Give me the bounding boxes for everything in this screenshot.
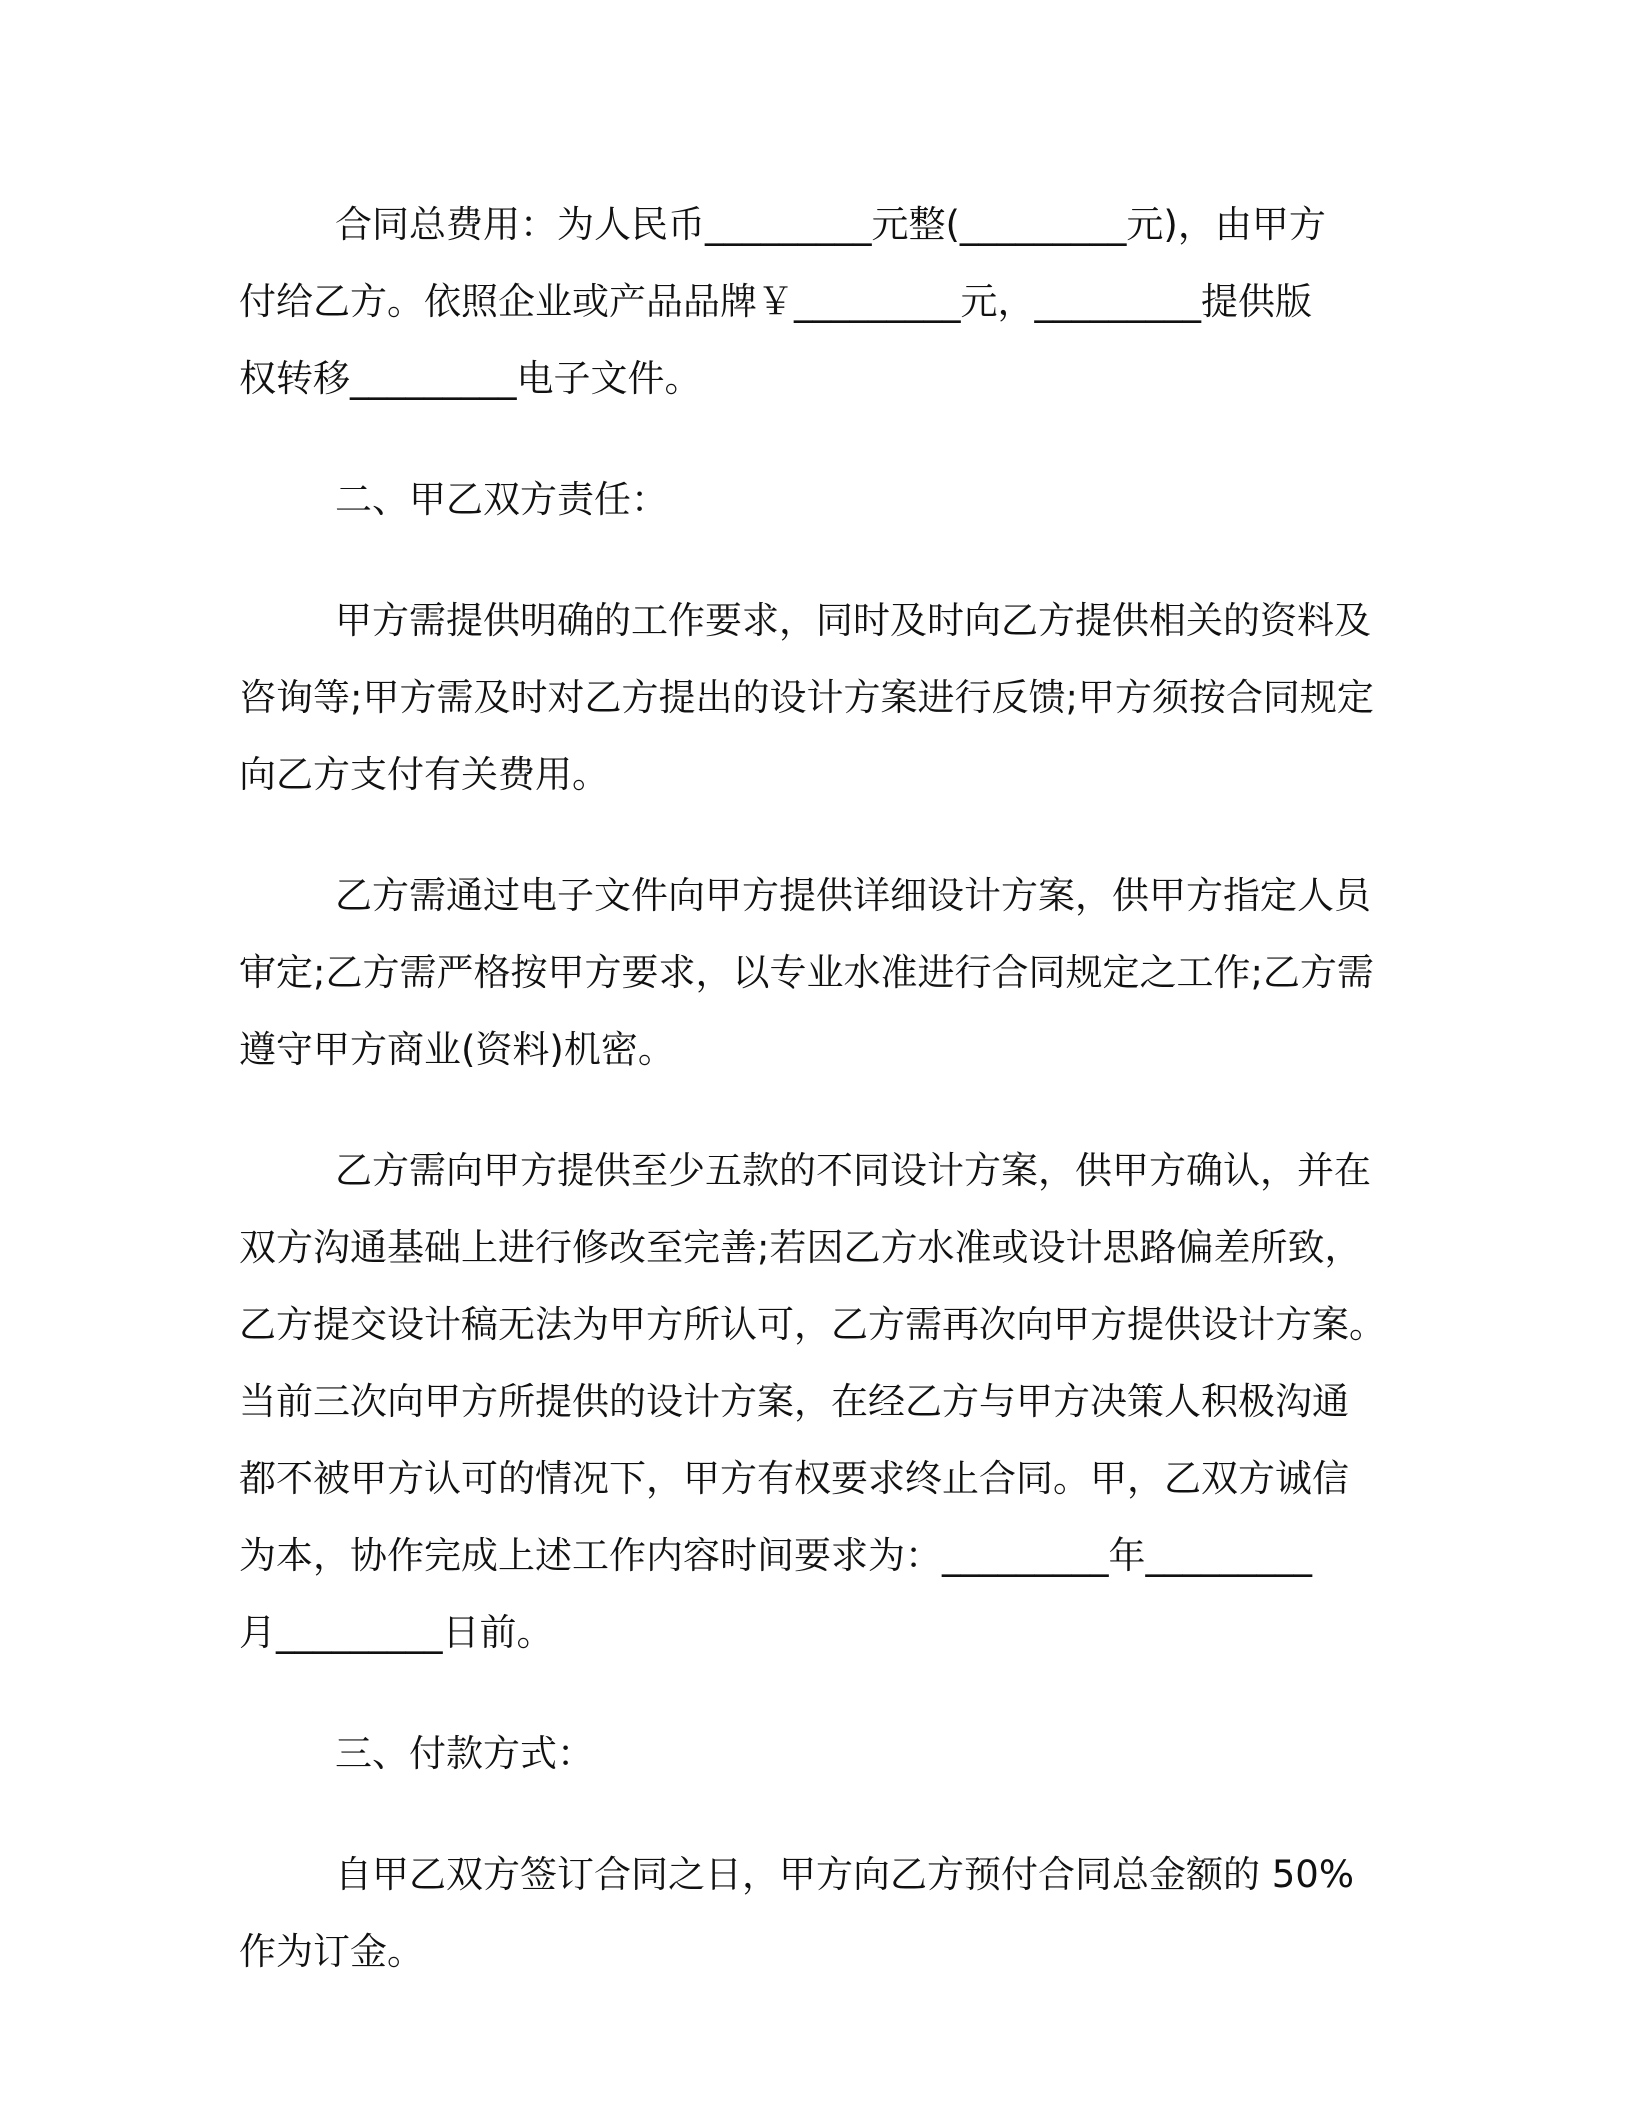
text-line: 咨询等;甲方需及时对乙方提出的设计方案进行反馈;甲方须按合同规定 — [239, 676, 1374, 719]
text-line: 自甲乙双方签订合同之日，甲方向乙方预付合同总金额的 50% — [335, 1853, 1354, 1896]
paragraph-deposit — [239, 1836, 1389, 1990]
text-line: 遵守甲方商业(资料)机密。 — [239, 1028, 675, 1071]
paragraph-party-b-duties — [239, 857, 1389, 1088]
paragraph-design-proposals — [239, 1132, 1389, 1671]
text-line: 作为订金。 — [239, 1930, 424, 1973]
text-line: 乙方需向甲方提供至少五款的不同设计方案，供甲方确认，并在 — [335, 1149, 1371, 1192]
text-line: 合同总费用：为人民币_________元整(_________元)，由甲方 — [335, 203, 1326, 246]
paragraph-party-a-duties — [239, 582, 1389, 813]
section-title: 三、付款方式： — [335, 1732, 594, 1775]
section-heading-responsibilities — [239, 461, 1389, 538]
text-line: 为本，协作完成上述工作内容时间要求为：_________年_________ — [239, 1534, 1312, 1577]
text-line: 甲方需提供明确的工作要求，同时及时向乙方提供相关的资料及 — [335, 599, 1371, 642]
text-line: 当前三次向甲方所提供的设计方案，在经乙方与甲方决策人积极沟通 — [239, 1380, 1349, 1423]
text-line: 乙方需通过电子文件向甲方提供详细设计方案，供甲方指定人员 — [335, 874, 1371, 917]
text-line: 审定;乙方需严格按甲方要求，以专业水准进行合同规定之工作;乙方需 — [239, 951, 1374, 994]
document-body — [239, 186, 1389, 1990]
text-line: 向乙方支付有关费用。 — [239, 753, 609, 796]
text-line: 双方沟通基础上进行修改至完善;若因乙方水准或设计思路偏差所致， — [239, 1226, 1362, 1269]
text-line: 都不被甲方认可的情况下，甲方有权要求终止合同。甲，乙双方诚信 — [239, 1457, 1349, 1500]
text-line: 乙方提交设计稿无法为甲方所认可，乙方需再次向甲方提供设计方案。 — [239, 1303, 1386, 1346]
text-line: 月_________日前。 — [239, 1611, 554, 1654]
section-heading-payment — [239, 1715, 1389, 1792]
section-title: 二、甲乙双方责任： — [335, 478, 668, 521]
text-line: 权转移_________电子文件。 — [239, 357, 702, 400]
paragraph-total-fee — [239, 186, 1389, 417]
text-line: 付给乙方。依照企业或产品品牌￥_________元，_________提供版 — [239, 280, 1312, 323]
